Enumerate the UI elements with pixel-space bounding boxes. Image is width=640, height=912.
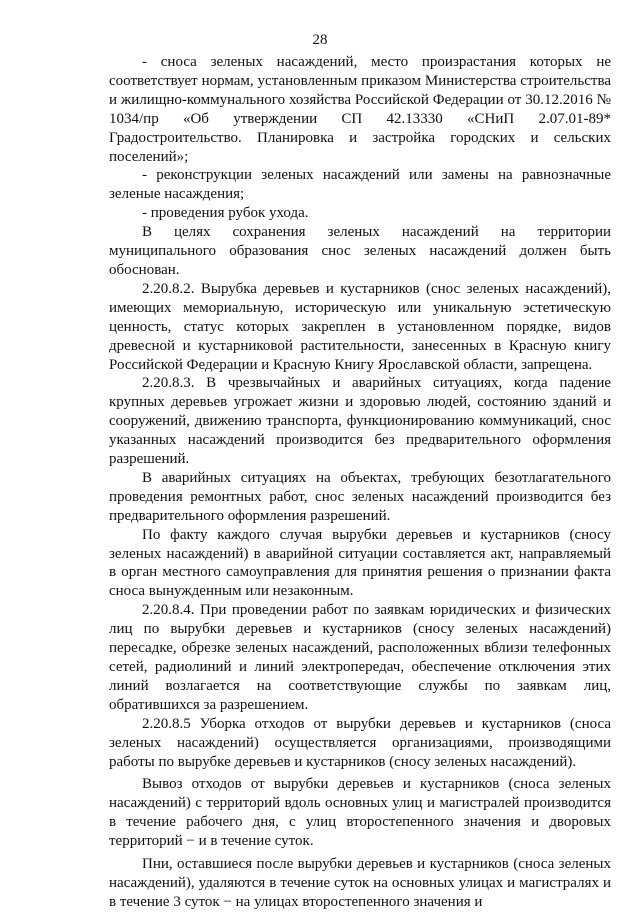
paragraph-stumps: Пни, оставшиеся после вырубки деревьев и кустарников (сноса зеленых насаждений), удаляются в течение суток на основных улицах и магистралях и в течение 3 суток − на улицах второстепенного значения и (109, 856, 611, 910)
paragraph-justification: В целях сохранения зеленых насаждений на территории муниципального образования снос зеленых насаждений должен быть обоснован. (109, 224, 611, 278)
paragraph-emergency-repairs: В аварийных ситуациях на объектах, требующих безотлагательного проведения ремонтных работ, снос зеленых насаждений производится без предварительного оформления разрешений. (109, 469, 611, 524)
paragraph-clause-2-20-8-3: 2.20.8.3. В чрезвычайных и аварийных ситуациях, когда падение крупных деревьев угрожает жизни и здоровью людей, состоянию зданий и сооружений, движению транспорта, функционированию коммуникаций, снос указанных насаждений производится без предварительного оформления разрешений. (109, 375, 611, 468)
paragraph-list-item-demolition: - сноса зеленых насаждений, место произрастания которых не соответствует нормам, установленным приказом Министерства строительства и жилищно-коммунального хозяйства Российской Федерации от 30.12.2016 № 1034/пр «Об утверждении СП 42.13330 «СНиП 2.07.01-89* Градостроительство. Планировка и застройка городских и сельских поселений»; (109, 54, 611, 165)
paragraph-list-item-reconstruction: - реконструкции зеленых насаждений или замены на равнозначные зеленые насаждения; (109, 167, 611, 203)
paragraph-clause-2-20-8-2: 2.20.8.2. Вырубка деревьев и кустарников (снос зеленых насаждений), имеющих мемориальную, историческую или уникальную эстетическую ценность, статус которых закреплен в установленном порядке, видов древесной и кустарниковой растительности, занесенных в Красную книгу Российской Федерации и Красную Книгу Ярославской области, запрещена. (109, 280, 611, 373)
paragraph-list-item-care-felling: - проведения рубок ухода. (142, 205, 309, 222)
paragraph-clause-2-20-8-4: 2.20.8.4. При проведении работ по заявкам юридических и физических лиц по вырубки деревьев и кустарников (сносу зеленых насаждений) пересадке, обрезке зеленых насаждений, расположенных вблизи телефонных сетей, радиолиний и линий электропередач, обеспечение отключения этих линий возлагается на соответствующие службы по заявкам лиц, обратившихся за разрешением. (109, 602, 611, 713)
paragraph-emergency-act: По факту каждого случая вырубки деревьев и кустарников (сносу зеленых насаждений) в аварийной ситуации составляется акт, направляемый в орган местного самоуправления для принятия решения о признании факта сноса вынужденным или незаконным. (109, 526, 611, 600)
paragraph-clause-2-20-8-5: 2.20.8.5 Уборка отходов от вырубки деревьев и кустарников (сноса зеленых насаждений) осуществляется организациями, производящими работы по вырубке деревьев и кустарников (сносу зеленых насаждений). (109, 715, 611, 770)
page-number: 28 (312, 32, 328, 48)
paragraph-waste-removal: Вывоз отходов от вырубки деревьев и кустарников (сноса зеленых насаждений) с территорий вдоль основных улиц и магистралей производится в течение рабочего дня, с улиц второстепенного значения и дворовых территорий − и в течение суток. (109, 776, 611, 850)
body-text (109, 53, 611, 912)
